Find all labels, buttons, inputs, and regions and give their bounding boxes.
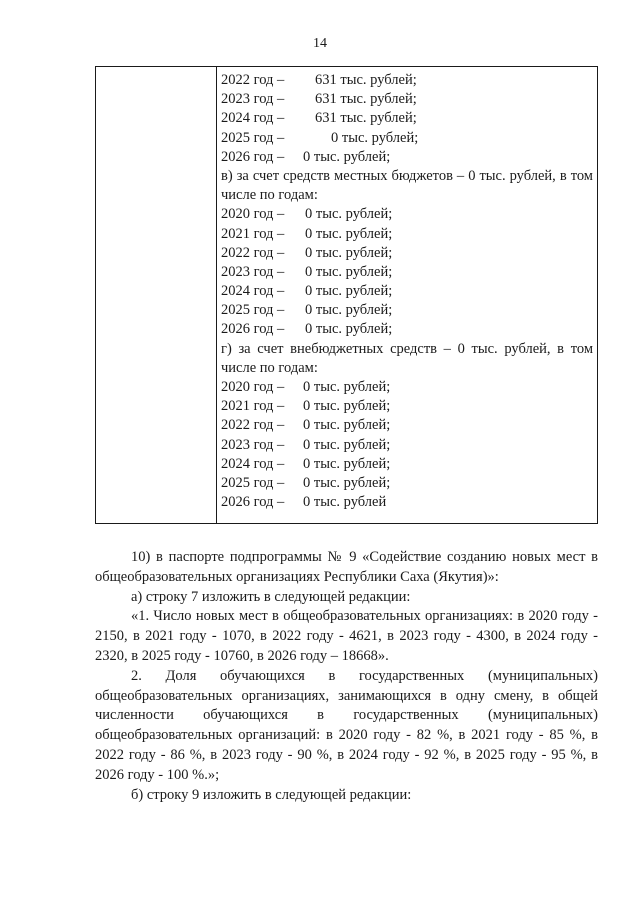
funding-table — [95, 66, 598, 524]
local-budget-heading-cont: числе по годам: — [221, 187, 318, 204]
year-amount-line — [221, 244, 593, 263]
table-left-cell — [96, 67, 217, 523]
year-amount-line — [221, 148, 593, 167]
amount-value: 0 тыс. рублей; — [305, 283, 393, 300]
amount-value: 0 тыс. рублей; — [305, 225, 393, 242]
year-label: 2025 год – — [221, 302, 285, 319]
table-right-cell — [218, 67, 597, 523]
amount-value: 0 тыс. рублей; — [331, 129, 419, 146]
year-label: 2021 год – — [221, 398, 285, 415]
paragraph-indicator-1: «1. Число новых мест в общеобразовательных организациях: в 2020 году - 2150, в 2021 году - 1070, в 2022 году - 4621, в 2023 году - 4300, в 2024 году - 2320, в 2025 году - 10760, в 2026 году – 18668». — [95, 608, 598, 664]
paragraph-subitem-b: б) строку 9 изложить в следующей редакции: — [131, 786, 412, 803]
amount-value: 0 тыс. рублей; — [303, 379, 391, 395]
page-number: 14 — [313, 36, 327, 51]
amount-value: 0 тыс. рублей; — [303, 398, 391, 415]
year-amount-line — [221, 225, 593, 244]
year-label: 2023 год – — [221, 263, 285, 280]
year-amount-line — [221, 378, 593, 397]
offbudget-lines — [221, 378, 593, 512]
year-amount-line — [221, 282, 593, 301]
year-label: 2020 год – — [221, 379, 285, 395]
year-label: 2024 год – — [221, 455, 285, 472]
amount-value: 0 тыс. рублей; — [303, 474, 391, 491]
year-label: 2021 год – — [221, 225, 285, 242]
year-label: 2026 год – — [221, 321, 285, 338]
amount-value: 0 тыс. рублей; — [303, 455, 391, 472]
year-label: 2020 год – — [221, 206, 285, 223]
amount-value: 631 тыс. рублей; — [315, 110, 417, 127]
year-amount-line — [221, 71, 593, 90]
year-label: 2024 год – — [221, 110, 285, 127]
amount-value: 0 тыс. рублей; — [305, 206, 393, 223]
amount-value: 631 тыс. рублей; — [315, 91, 417, 108]
year-amount-line — [221, 90, 593, 109]
paragraph-indicator-2: 2. Доля обучающихся в государственных (муниципальных) общеобразовательных организациях, занимающихся в одну смену, в общей численности обучающихся в государственных (муниципальных) общеобразовательных организаций: в 2020 году - 82 %, в 2021 году - 85 %, в 2022 году - 86 %, в 2023 году - 90 %, в 2024 году - 92 %, в 2025 году - 95 %, в 2026 году - 100 %.»; — [95, 667, 598, 783]
year-amount-line — [221, 301, 593, 320]
year-label: 2023 год – — [221, 91, 285, 108]
amount-value: 0 тыс. рублей; — [303, 148, 391, 165]
year-amount-line — [221, 416, 593, 435]
year-label: 2023 год – — [221, 436, 285, 453]
paragraph-item-10: 10) в паспорте подпрограммы № 9 «Содействие созданию новых мест в общеобразовательных организациях Республики Саха (Якутия)»: — [95, 549, 598, 585]
regional-funding-lines — [221, 71, 593, 167]
paragraph-subitem-a: а) строку 7 изложить в следующей редакции: — [131, 588, 411, 605]
amount-value: 0 тыс. рублей — [303, 494, 387, 511]
amount-value: 0 тыс. рублей; — [303, 417, 391, 434]
amount-value: 0 тыс. рублей; — [305, 321, 393, 338]
amount-value: 631 тыс. рублей; — [315, 72, 417, 88]
year-amount-line — [221, 129, 593, 148]
amount-value: 0 тыс. рублей; — [305, 263, 393, 280]
year-label: 2026 год – — [221, 148, 285, 165]
year-amount-line — [221, 320, 593, 339]
local-budget-heading: в) за счет средств местных бюджетов – 0 тыс. рублей, в том — [221, 167, 593, 184]
year-label: 2022 год – — [221, 244, 285, 261]
year-label: 2022 год – — [221, 417, 285, 434]
offbudget-heading-cont: числе по годам: — [221, 359, 318, 376]
local-budget-lines — [221, 205, 593, 339]
year-amount-line — [221, 263, 593, 282]
year-amount-line — [221, 397, 593, 416]
amount-value: 0 тыс. рублей; — [305, 302, 393, 319]
offbudget-heading: г) за счет внебюджетных средств – 0 тыс. рублей, в том — [221, 340, 593, 357]
year-amount-line — [221, 493, 593, 512]
year-amount-line — [221, 205, 593, 224]
amount-value: 0 тыс. рублей; — [303, 436, 391, 453]
year-amount-line — [221, 109, 593, 128]
year-label: 2025 год – — [221, 474, 285, 491]
year-label: 2022 год – — [221, 72, 285, 88]
year-label: 2026 год – — [221, 494, 285, 511]
body-text — [95, 548, 598, 805]
amount-value: 0 тыс. рублей; — [305, 244, 393, 261]
year-amount-line — [221, 455, 593, 474]
year-amount-line — [221, 436, 593, 455]
year-amount-line — [221, 474, 593, 493]
year-label: 2024 год – — [221, 283, 285, 300]
year-label: 2025 год – — [221, 129, 285, 146]
